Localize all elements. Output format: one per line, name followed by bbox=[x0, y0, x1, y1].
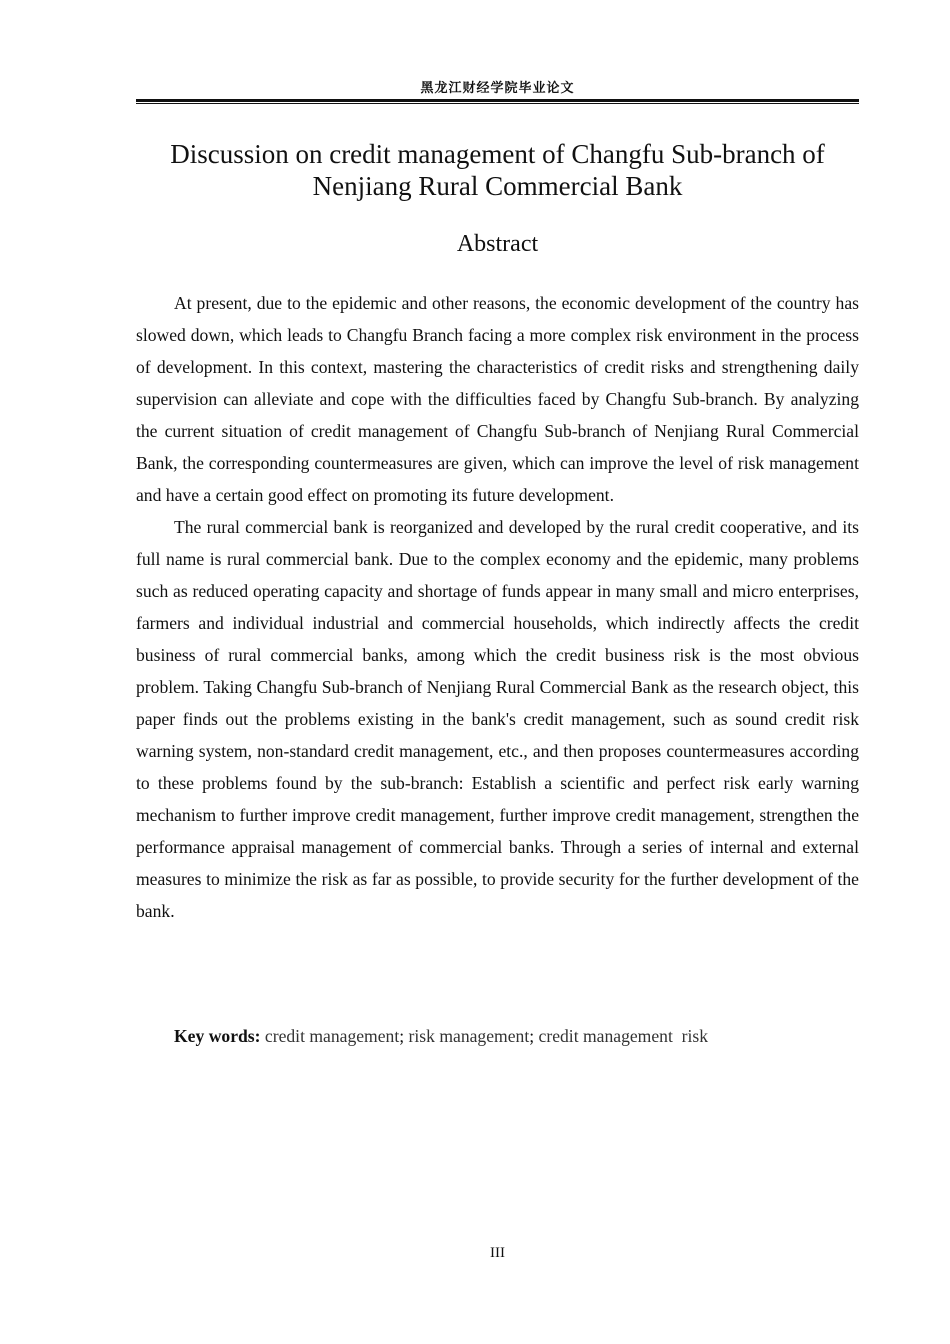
page-number: III bbox=[490, 1245, 505, 1261]
running-header: 黑龙江财经学院毕业论文 bbox=[420, 81, 575, 96]
keywords-label: Key words: bbox=[174, 1026, 261, 1046]
paper-title-line-2: Nenjiang Rural Commercial Bank bbox=[312, 171, 683, 201]
keyword-item: risk management bbox=[408, 1026, 530, 1046]
keyword-item: credit management risk bbox=[538, 1026, 709, 1046]
header-double-rule bbox=[136, 99, 859, 104]
abstract-body bbox=[136, 287, 859, 927]
abstract-paragraph-1: At present, due to the epidemic and other reasons, the economic development of the country has slowed down, which leads to Changfu Branch facing a more complex risk environment in the process of development. In this context, mastering the characteristics of credit risks and strengthening daily supervision can alleviate and cope with the difficulties faced by Changfu Sub-branch. By analyzing the current situation of credit management of Changfu Sub-branch of Nenjiang Rural Commercial Bank, the corresponding countermeasures are given, which can improve the level of risk management and have a certain good effect on promoting its future development. bbox=[136, 293, 859, 505]
paper-title bbox=[136, 138, 859, 202]
abstract-paragraph-2: The rural commercial bank is reorganized and developed by the rural credit cooperative, and its full name is rural commercial bank. Due to the complex economy and the epidemic, many problems such as reduced operating capacity and shortage of funds appear in many small and micro enterprises, farmers and individual industrial and commercial households, which indirectly affects the credit business of rural commercial banks, among which the credit business risk is the most obvious problem. Taking Changfu Sub-branch of Nenjiang Rural Commercial Bank as the research object, this paper finds out the problems existing in the bank's credit management, such as sound credit risk warning system, non-standard credit management, etc., and then proposes countermeasures according to these problems found by the sub-branch: Establish a scientific and perfect risk early warning mechanism to further improve credit management, further improve credit management, strengthen the performance appraisal management of commercial banks. Through a series of internal and external measures to minimize the risk as far as possible, to provide security for the further development of the bank. bbox=[136, 517, 859, 921]
paper-title-line-1: Discussion on credit management of Changfu Sub-branch of bbox=[170, 139, 825, 169]
keyword-separator: ; bbox=[399, 1026, 409, 1046]
keywords-line bbox=[174, 1022, 859, 1050]
keyword-separator: ; bbox=[529, 1026, 539, 1046]
keyword-item: credit management bbox=[264, 1026, 400, 1046]
abstract-heading: Abstract bbox=[456, 231, 539, 257]
